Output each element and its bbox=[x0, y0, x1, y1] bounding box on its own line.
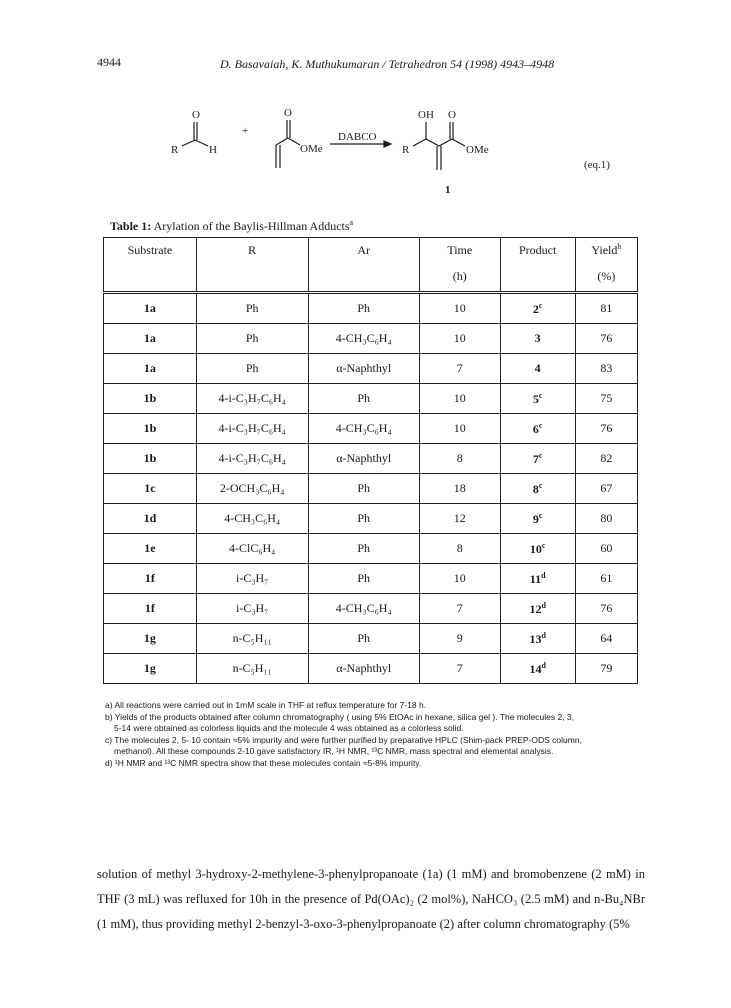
cell-time bbox=[419, 384, 500, 414]
cell-substrate-value: 1b bbox=[143, 451, 157, 465]
cell-yield bbox=[575, 654, 637, 684]
cell-r-value: n-C₅H₁₁ bbox=[232, 631, 272, 645]
cell-substrate bbox=[104, 624, 197, 654]
header-r-blank bbox=[196, 262, 308, 293]
cell-time-value: 10 bbox=[453, 571, 466, 585]
cell-product-value: 12 bbox=[529, 601, 542, 616]
cell-yield bbox=[575, 354, 637, 384]
header-r: R bbox=[196, 238, 308, 263]
cell-r-value: 4-i-C₃H₇C₆H₄ bbox=[218, 391, 286, 405]
cell-time bbox=[419, 474, 500, 504]
cell-r bbox=[196, 504, 308, 534]
cell-r-value: i-C₃H₇ bbox=[235, 571, 269, 585]
cell-r bbox=[196, 384, 308, 414]
cell-ar-value: 4-CH₃C₆H₄ bbox=[335, 421, 392, 435]
cell-substrate bbox=[104, 293, 197, 324]
cell-product bbox=[500, 384, 575, 414]
cell-product-mark: c bbox=[538, 390, 543, 400]
cell-product bbox=[500, 293, 575, 324]
cell-yield-value: 81 bbox=[600, 301, 613, 315]
cell-product-mark: c bbox=[538, 300, 543, 310]
cell-product-value: 13 bbox=[529, 631, 542, 646]
cell-r-value: 4-ClC₆H₄ bbox=[228, 541, 276, 555]
table-row bbox=[104, 534, 638, 564]
cell-product-mark: d bbox=[541, 660, 546, 670]
table-row bbox=[104, 564, 638, 594]
scheme-r-aldehyde: R bbox=[171, 144, 179, 156]
cell-r-value: Ph bbox=[245, 361, 259, 375]
cell-time-value: 8 bbox=[456, 451, 463, 465]
cell-substrate bbox=[104, 534, 197, 564]
cell-ar bbox=[308, 564, 419, 594]
cell-product-value: 7 bbox=[532, 451, 539, 466]
cell-substrate-value: 1f bbox=[144, 571, 155, 585]
cell-product-mark: c bbox=[538, 450, 543, 460]
cell-substrate-value: 1g bbox=[143, 631, 156, 645]
scheme-equation-label: (eq.1) bbox=[584, 159, 610, 171]
cell-time bbox=[419, 414, 500, 444]
cell-substrate bbox=[104, 564, 197, 594]
scheme-ome-product: OMe bbox=[466, 144, 489, 156]
cell-time bbox=[419, 504, 500, 534]
cell-ar-value: Ph bbox=[357, 511, 371, 525]
header-yield-unit: (%) bbox=[575, 262, 637, 293]
cell-product-value: 3 bbox=[534, 331, 541, 345]
cell-time-value: 12 bbox=[453, 511, 466, 525]
cell-time bbox=[419, 324, 500, 354]
cell-product-value: 6 bbox=[532, 421, 539, 436]
cell-product-value: 9 bbox=[532, 511, 539, 526]
table-caption-mark: a bbox=[349, 218, 354, 227]
cell-ar bbox=[308, 474, 419, 504]
scheme-reagent: DABCO bbox=[338, 131, 377, 143]
cell-r bbox=[196, 444, 308, 474]
cell-time bbox=[419, 654, 500, 684]
cell-yield bbox=[575, 384, 637, 414]
table-caption-text: Arylation of the Baylis-Hillman Adducts bbox=[151, 219, 350, 233]
cell-r bbox=[196, 654, 308, 684]
cell-yield bbox=[575, 414, 637, 444]
cell-yield bbox=[575, 534, 637, 564]
cell-substrate-value: 1b bbox=[143, 391, 157, 405]
cell-time-value: 10 bbox=[453, 391, 466, 405]
cell-r-value: i-C₃H₇ bbox=[235, 601, 269, 615]
table-row bbox=[104, 354, 638, 384]
header-ar: Ar bbox=[308, 238, 419, 263]
cell-ar bbox=[308, 624, 419, 654]
cell-r bbox=[196, 624, 308, 654]
cell-time-value: 9 bbox=[456, 631, 463, 645]
table-row bbox=[104, 654, 638, 684]
cell-ar bbox=[308, 414, 419, 444]
cell-yield bbox=[575, 504, 637, 534]
cell-yield bbox=[575, 594, 637, 624]
table-row bbox=[104, 444, 638, 474]
cell-time-value: 7 bbox=[456, 361, 463, 375]
cell-r-value: 4-i-C₃H₇C₆H₄ bbox=[218, 451, 286, 465]
cell-substrate bbox=[104, 594, 197, 624]
cell-r bbox=[196, 324, 308, 354]
cell-yield-value: 82 bbox=[600, 451, 613, 465]
cell-ar bbox=[308, 293, 419, 324]
cell-product bbox=[500, 474, 575, 504]
cell-time-value: 8 bbox=[456, 541, 463, 555]
cell-yield-value: 76 bbox=[600, 601, 613, 615]
cell-ar bbox=[308, 594, 419, 624]
table-row bbox=[104, 504, 638, 534]
scheme-oh-product: OH bbox=[418, 109, 434, 121]
cell-ar-value: 4-CH₃C₆H₄ bbox=[335, 601, 392, 615]
running-header: D. Basavaiah, K. Muthukumaran / Tetrahedron 54 (1998) 4943–4948 bbox=[220, 57, 555, 71]
cell-substrate-value: 1a bbox=[143, 331, 156, 345]
cell-product bbox=[500, 654, 575, 684]
cell-substrate-value: 1d bbox=[143, 511, 157, 525]
cell-product bbox=[500, 594, 575, 624]
cell-yield bbox=[575, 293, 637, 324]
cell-product-value: 10 bbox=[529, 541, 542, 556]
cell-time-value: 10 bbox=[453, 301, 466, 315]
cell-ar-value: α-Naphthyl bbox=[336, 451, 392, 465]
cell-substrate bbox=[104, 354, 197, 384]
cell-ar-value: Ph bbox=[357, 481, 371, 495]
cell-yield-value: 83 bbox=[600, 361, 613, 375]
cell-product bbox=[500, 444, 575, 474]
cell-time bbox=[419, 354, 500, 384]
table-row bbox=[104, 414, 638, 444]
table-row bbox=[104, 474, 638, 504]
reaction-scheme-drawing bbox=[160, 98, 630, 223]
cell-substrate-value: 1a bbox=[143, 361, 156, 375]
header-product: Product bbox=[500, 238, 575, 263]
results-table bbox=[103, 237, 638, 684]
cell-yield bbox=[575, 564, 637, 594]
header-substrate-blank bbox=[104, 262, 197, 293]
cell-product bbox=[500, 624, 575, 654]
cell-ar bbox=[308, 654, 419, 684]
cell-ar-value: Ph bbox=[357, 571, 371, 585]
cell-product-mark: d bbox=[541, 630, 546, 640]
cell-time-value: 7 bbox=[456, 601, 463, 615]
cell-time-value: 7 bbox=[456, 661, 463, 675]
cell-product-mark: c bbox=[538, 480, 543, 490]
cell-yield bbox=[575, 444, 637, 474]
cell-ar-value: Ph bbox=[357, 301, 371, 315]
table-body bbox=[104, 293, 638, 684]
cell-ar-value: 4-CH₃C₆H₄ bbox=[335, 331, 392, 345]
cell-ar-value: Ph bbox=[357, 391, 371, 405]
cell-time bbox=[419, 624, 500, 654]
scheme-compound-label: 1 bbox=[445, 184, 451, 196]
cell-ar bbox=[308, 534, 419, 564]
cell-substrate bbox=[104, 444, 197, 474]
scheme-o-product: O bbox=[448, 109, 456, 121]
cell-r-value: Ph bbox=[245, 301, 259, 315]
cell-substrate-value: 1c bbox=[144, 481, 156, 495]
cell-substrate bbox=[104, 504, 197, 534]
cell-product-mark: d bbox=[541, 600, 546, 610]
cell-yield-value: 79 bbox=[600, 661, 613, 675]
cell-ar bbox=[308, 354, 419, 384]
header-product-blank bbox=[500, 262, 575, 293]
cell-product bbox=[500, 354, 575, 384]
cell-yield-value: 76 bbox=[600, 331, 613, 345]
footnote-d: d) ¹H NMR and ¹³C NMR spectra show that these molecules contain ≈5-8% impurity. bbox=[105, 757, 422, 768]
cell-yield-value: 80 bbox=[600, 511, 613, 525]
cell-product bbox=[500, 534, 575, 564]
cell-product-value: 8 bbox=[532, 481, 539, 496]
cell-r bbox=[196, 354, 308, 384]
cell-product-mark: c bbox=[541, 540, 546, 550]
cell-ar bbox=[308, 324, 419, 354]
cell-r bbox=[196, 564, 308, 594]
cell-ar bbox=[308, 444, 419, 474]
footnote-c-continued: methanol). All these compounds 2-10 gave satisfactory IR, ¹H NMR, ¹³C NMR, mass spectral and elemental analysis. bbox=[114, 746, 554, 756]
cell-ar bbox=[308, 384, 419, 414]
scheme-o-aldehyde: O bbox=[192, 109, 200, 121]
cell-product-value: 5 bbox=[532, 391, 539, 406]
header-yield-mark: b bbox=[617, 242, 622, 251]
cell-time-value: 18 bbox=[453, 481, 466, 495]
cell-yield-value: 60 bbox=[600, 541, 613, 555]
scheme-o-acrylate: O bbox=[284, 107, 292, 119]
cell-yield-value: 67 bbox=[600, 481, 613, 495]
table-footnotes bbox=[105, 700, 645, 769]
cell-substrate bbox=[104, 654, 197, 684]
cell-product-value: 2 bbox=[532, 301, 539, 316]
footnote-c: c) The molecules 2, 5- 10 contain ≈5% impurity and were further purified by preparative HPLC (Shim-pack PREP-ODS column, bbox=[105, 734, 582, 745]
cell-product bbox=[500, 504, 575, 534]
table-row bbox=[104, 624, 638, 654]
cell-product-mark: d bbox=[541, 570, 546, 580]
table-row bbox=[104, 594, 638, 624]
cell-r-value: n-C₅H₁₁ bbox=[232, 661, 272, 675]
cell-ar-value: α-Naphthyl bbox=[336, 361, 392, 375]
cell-yield bbox=[575, 624, 637, 654]
cell-r bbox=[196, 293, 308, 324]
cell-yield-value: 76 bbox=[600, 421, 613, 435]
cell-substrate bbox=[104, 474, 197, 504]
scheme-plus: + bbox=[242, 125, 249, 137]
table-caption bbox=[110, 218, 353, 234]
table-row bbox=[104, 384, 638, 414]
table-row bbox=[104, 293, 638, 324]
cell-substrate-value: 1f bbox=[144, 601, 155, 615]
footnote-a: a) All reactions were carried out in 1mM scale in THF at reflux temperature for 7-18 h. bbox=[105, 700, 427, 710]
cell-r bbox=[196, 534, 308, 564]
cell-ar bbox=[308, 504, 419, 534]
cell-product-mark: c bbox=[538, 510, 543, 520]
footnote-b-continued: 5-14 were obtained as colorless liquids and the molecule 4 was obtained as a colorless solid. bbox=[114, 723, 464, 733]
cell-substrate-value: 1a bbox=[143, 301, 156, 315]
cell-substrate-value: 1b bbox=[143, 421, 157, 435]
table-row bbox=[104, 324, 638, 354]
header-yield-text: Yield bbox=[591, 243, 618, 257]
cell-r-value: 4-CH₃C₆H₄ bbox=[224, 511, 281, 525]
cell-ar-value: Ph bbox=[357, 631, 371, 645]
cell-time-value: 10 bbox=[453, 331, 466, 345]
cell-substrate bbox=[104, 414, 197, 444]
cell-r-value: 4-i-C₃H₇C₆H₄ bbox=[218, 421, 286, 435]
cell-time bbox=[419, 564, 500, 594]
cell-time bbox=[419, 444, 500, 474]
cell-product-value: 11 bbox=[529, 571, 542, 586]
reaction-scheme bbox=[160, 98, 630, 223]
cell-substrate bbox=[104, 384, 197, 414]
cell-product-value: 14 bbox=[529, 661, 542, 676]
cell-ar-value: Ph bbox=[357, 541, 371, 555]
header-time: Time bbox=[419, 238, 500, 263]
scheme-h-aldehyde: H bbox=[209, 144, 217, 156]
cell-r bbox=[196, 414, 308, 444]
cell-r bbox=[196, 474, 308, 504]
cell-yield bbox=[575, 474, 637, 504]
cell-substrate bbox=[104, 324, 197, 354]
cell-substrate-value: 1g bbox=[143, 661, 156, 675]
cell-r-value: 2-OCH₃C₆H₄ bbox=[219, 481, 285, 495]
table-caption-label: Table 1: bbox=[110, 219, 152, 233]
cell-substrate-value: 1e bbox=[144, 541, 156, 555]
scheme-r-product: R bbox=[402, 144, 410, 156]
page-number: 4944 bbox=[97, 55, 121, 69]
scheme-ome-acrylate: OMe bbox=[300, 143, 323, 155]
cell-ar-value: α-Naphthyl bbox=[336, 661, 392, 675]
table-header-units-row bbox=[104, 262, 638, 293]
footnote-b: b) Yields of the products obtained after column chromatography ( using 5% EtOAc in hexane, silica gel ). The molecules 2, 3, bbox=[105, 711, 575, 722]
cell-product-value: 4 bbox=[534, 361, 541, 375]
cell-yield-value: 64 bbox=[600, 631, 613, 645]
cell-time bbox=[419, 594, 500, 624]
table-header-row bbox=[104, 238, 638, 263]
cell-r bbox=[196, 594, 308, 624]
cell-time-value: 10 bbox=[453, 421, 466, 435]
cell-r-value: Ph bbox=[245, 331, 259, 345]
cell-yield bbox=[575, 324, 637, 354]
header-yield bbox=[575, 238, 637, 263]
cell-time bbox=[419, 534, 500, 564]
cell-yield-value: 61 bbox=[600, 571, 613, 585]
body-paragraph bbox=[97, 862, 645, 937]
cell-product bbox=[500, 414, 575, 444]
header-substrate: Substrate bbox=[104, 238, 197, 263]
body-paragraph-text: solution of methyl 3-hydroxy-2-methylene-3-phenylpropanoate (1a) (1 mM) and bromobenzene (2 mM) in THF (3 mL) was refluxed for 10h in the presence of Pd(OAc)₂ (2 mol%), NaHCO₃ (2.5 mM) and n-Bu₄NBr (1 mM), thus providing methyl 2-benzyl-3-oxo-3-phenylpropanoate (2) after column chromatography (5% bbox=[97, 867, 645, 931]
cell-product-mark: c bbox=[538, 420, 543, 430]
cell-time bbox=[419, 293, 500, 324]
cell-product bbox=[500, 564, 575, 594]
header-ar-blank bbox=[308, 262, 419, 293]
header-time-unit: (h) bbox=[419, 262, 500, 293]
cell-product bbox=[500, 324, 575, 354]
cell-yield-value: 75 bbox=[600, 391, 613, 405]
